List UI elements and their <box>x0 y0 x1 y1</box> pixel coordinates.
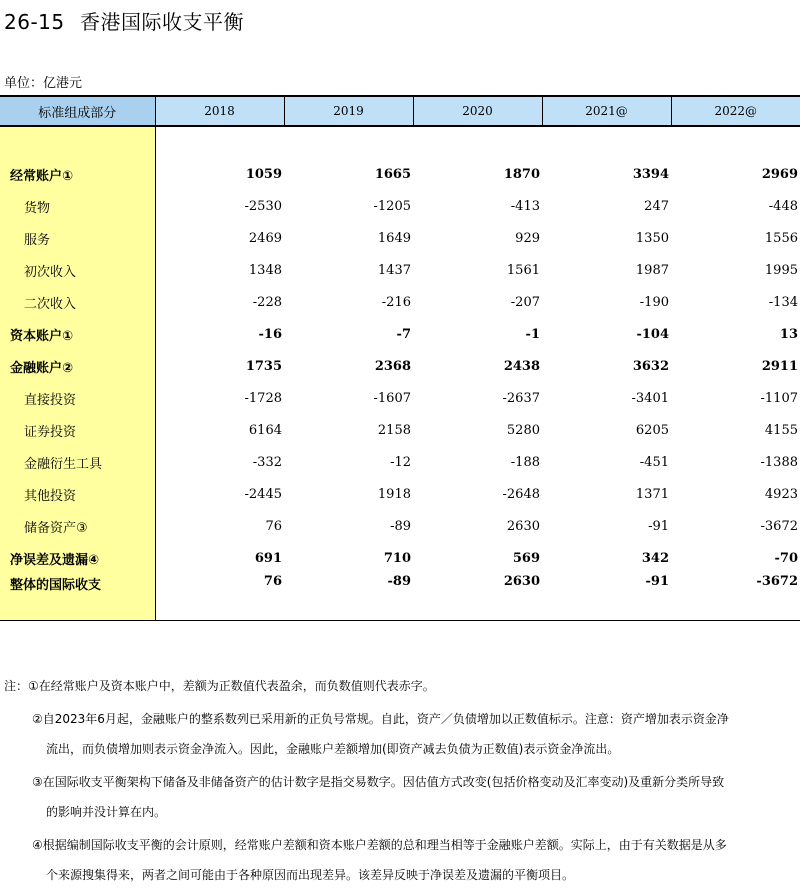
cell-value: 2630 <box>506 518 540 534</box>
unit-label: 单位：亿港元 <box>4 76 83 91</box>
cell-value: -3672 <box>671 574 800 621</box>
cell-value: -1205 <box>373 198 411 214</box>
row-label: 服务 <box>0 222 155 254</box>
cell-value: -70 <box>774 550 798 566</box>
cell-value: 2630 <box>413 574 542 621</box>
page-title <box>4 6 244 35</box>
cell-value: 342 <box>641 550 669 566</box>
cell-value: -228 <box>252 294 282 310</box>
cell-value: 6164 <box>248 422 282 438</box>
cell-value: 2158 <box>377 422 411 438</box>
table-row <box>0 542 800 574</box>
cell-value: -1 <box>525 326 540 342</box>
row-label: 金融衍生工具 <box>0 446 155 478</box>
cell-value: -89 <box>390 518 411 534</box>
note-3-line-1: ③在国际收支平衡架构下储备及非储备资产的估计数字是指交易数字。因估值方式改变(包括价格变动及汇率变动)及重新分类所导致 <box>32 775 725 789</box>
cell-value: -2648 <box>502 486 540 502</box>
cell-value: -89 <box>284 574 413 621</box>
row-label: 初次收入 <box>0 254 155 286</box>
note-3-line-2: 的影响并没计算在内。 <box>46 805 167 819</box>
note-2-line-1: ②自2023年6月起，金融账户的整系数列已采用新的正负号常规。自此，资产／负债增加以正数值标示。注意：资产增加表示资金净 <box>32 712 729 726</box>
cell-value: -2637 <box>502 390 540 406</box>
table-row <box>0 158 800 190</box>
note-1: 注：①在经常账户及资本账户中，差额为正数值代表盈余，而负数值则代表赤字。 <box>4 679 435 693</box>
cell-value: 1735 <box>245 358 282 374</box>
cell-value: -451 <box>639 454 669 470</box>
cell-value: -16 <box>258 326 282 342</box>
cell-value: 13 <box>779 326 798 342</box>
row-label: 直接投资 <box>0 382 155 414</box>
cell-value: 6205 <box>635 422 669 438</box>
row-label: 二次收入 <box>0 286 155 318</box>
col-header-component: 标准组成部分 <box>0 96 155 126</box>
cell-value: 691 <box>254 550 282 566</box>
table-row <box>0 254 800 286</box>
cell-value: -2445 <box>244 486 282 502</box>
cell-value: 2438 <box>503 358 540 374</box>
cell-value: -1388 <box>760 454 798 470</box>
cell-value: 2969 <box>761 166 798 182</box>
cell-value: -448 <box>768 198 798 214</box>
note-2-line-2: 流出，而负债增加则表示资金净流入。因此，金融账户差额增加(即资产减去负债为正数值)表示资金净流出。 <box>46 742 620 756</box>
col-header-2021: 2021@ <box>542 96 671 126</box>
row-label: 其他投资 <box>0 478 155 510</box>
cell-value: 76 <box>265 518 282 534</box>
cell-value: 4155 <box>764 422 798 438</box>
cell-value: -332 <box>252 454 282 470</box>
cell-value: -1728 <box>244 390 282 406</box>
cell-value: 2368 <box>374 358 411 374</box>
note-4-line-1: ④根据编制国际收支平衡的会计原则，经常账户差额和资本账户差额的总和理当相等于金融账户差额。实际上，由于有关数据是从多 <box>32 838 727 852</box>
table-row <box>0 350 800 382</box>
cell-value: 1665 <box>374 166 411 182</box>
col-header-2020: 2020 <box>413 96 542 126</box>
cell-value: 1059 <box>245 166 282 182</box>
cell-value: 1870 <box>503 166 540 182</box>
table-number: 26-15 <box>4 10 65 34</box>
row-label: 经常账户① <box>0 158 155 190</box>
cell-value: -104 <box>636 326 669 342</box>
cell-value: -2530 <box>244 198 282 214</box>
table-row <box>0 382 800 414</box>
cell-value: -3401 <box>631 390 669 406</box>
cell-value: 1437 <box>377 262 411 278</box>
cell-value: -188 <box>510 454 540 470</box>
cell-value: 1350 <box>635 230 669 246</box>
cell-value: 1371 <box>635 486 669 502</box>
cell-value: 1918 <box>377 486 411 502</box>
cell-value: 4923 <box>764 486 798 502</box>
cell-value: -216 <box>381 294 411 310</box>
cell-value: 247 <box>644 198 669 214</box>
cell-value: 3632 <box>632 358 669 374</box>
cell-value: 1987 <box>635 262 669 278</box>
row-label: 储备资产③ <box>0 510 155 542</box>
row-label: 证券投资 <box>0 414 155 446</box>
cell-value: 5280 <box>506 422 540 438</box>
cell-value: 710 <box>383 550 411 566</box>
cell-value: -7 <box>396 326 411 342</box>
note-4-line-2: 个来源搜集得来，两者之间可能由于各种原因而出现差异。该差异反映于净误差及遗漏的平衡项目。 <box>46 868 575 882</box>
spacer-row <box>0 126 800 158</box>
row-label: 金融账户② <box>0 350 155 382</box>
table-row <box>0 478 800 510</box>
cell-value: -1107 <box>760 390 798 406</box>
table-row <box>0 318 800 350</box>
row-label: 资本账户① <box>0 318 155 350</box>
cell-value: -12 <box>390 454 411 470</box>
table-title: 香港国际收支平衡 <box>80 10 244 34</box>
cell-value: 3394 <box>632 166 669 182</box>
cell-value: 2469 <box>248 230 282 246</box>
cell-value: 1348 <box>248 262 282 278</box>
col-header-2019: 2019 <box>284 96 413 126</box>
cell-value: -413 <box>510 198 540 214</box>
col-header-2022: 2022@ <box>671 96 800 126</box>
row-label: 整体的国际收支 <box>0 574 155 621</box>
cell-value: 569 <box>512 550 540 566</box>
balance-of-payments-table <box>0 95 800 621</box>
table-row <box>0 286 800 318</box>
cell-value: 1649 <box>377 230 411 246</box>
table-row <box>0 190 800 222</box>
row-label: 净误差及遗漏④ <box>0 542 155 574</box>
cell-value: -1607 <box>373 390 411 406</box>
cell-value: 929 <box>515 230 540 246</box>
table-row <box>0 510 800 542</box>
row-label: 货物 <box>0 190 155 222</box>
cell-value: 1561 <box>506 262 540 278</box>
cell-value: 2911 <box>761 358 798 374</box>
cell-value: -91 <box>542 574 671 621</box>
cell-value: -91 <box>648 518 669 534</box>
cell-value: 1995 <box>764 262 798 278</box>
table-row <box>0 574 800 621</box>
table-row <box>0 222 800 254</box>
cell-value: 76 <box>155 574 284 621</box>
header-row <box>0 96 800 126</box>
table-row <box>0 414 800 446</box>
cell-value: -190 <box>639 294 669 310</box>
table-row <box>0 446 800 478</box>
col-header-2018: 2018 <box>155 96 284 126</box>
cell-value: -207 <box>510 294 540 310</box>
cell-value: -134 <box>768 294 798 310</box>
cell-value: 1556 <box>764 230 798 246</box>
cell-value: -3672 <box>760 518 798 534</box>
